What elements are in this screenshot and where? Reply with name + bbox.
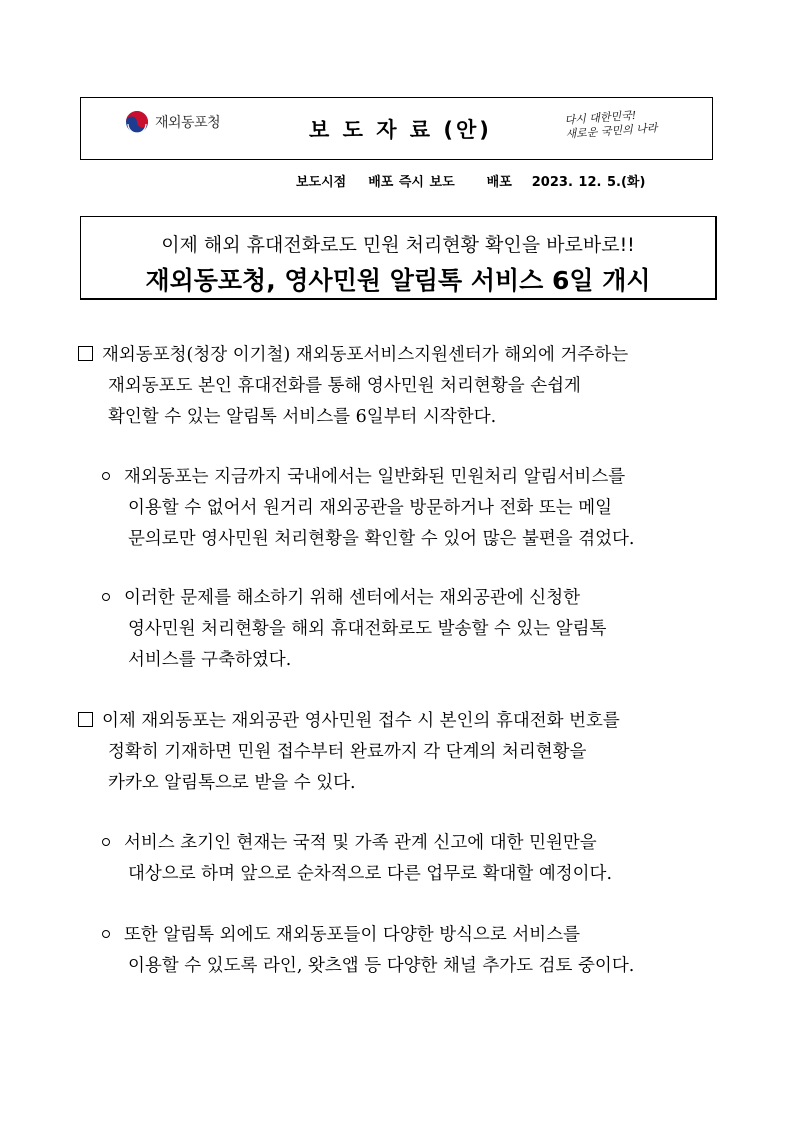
- handwritten-slogan: [564, 106, 676, 142]
- paragraph-line: 정확히 기재하면 민원 접수부터 완료까지 각 단계의 처리현황을: [108, 742, 587, 762]
- release-date-value: 2023. 12. 5.(화): [531, 175, 646, 190]
- headline-title: 재외동포청, 영사민원 알림톡 서비스 6일 개시: [145, 266, 651, 295]
- headline-box: [80, 216, 717, 300]
- release-time-value: 배포 즉시 보도: [368, 175, 455, 190]
- paragraph-2: [78, 706, 718, 799]
- slogan-line-2: 새로운 국민의 나라: [565, 121, 658, 141]
- paragraph-line: 재외동포도 본인 휴대전화를 통해 영사민원 처리현황을 손쉽게: [108, 376, 581, 396]
- paragraph-line: 또한 알림톡 외에도 재외동포들이 다양한 방식으로 서비스를: [102, 920, 718, 951]
- agency-name: 재외동포청: [155, 115, 221, 131]
- paragraph-line: 이용할 수 없어서 원거리 재외공관을 방문하거나 전화 또는 메일: [128, 498, 613, 518]
- release-info: [296, 171, 645, 190]
- paragraph-line: 서비스 초기인 현재는 국적 및 가족 관계 신고에 대한 민원만을: [102, 828, 718, 859]
- paragraph-line: 이용할 수 있도록 라인, 왓츠앱 등 다양한 채널 추가도 검토 중이다.: [128, 956, 635, 976]
- circle-bullet-icon: [102, 472, 110, 480]
- paragraph-line: 문의로만 영사민원 처리현황을 확인할 수 있어 많은 불편을 겪었다.: [128, 529, 635, 549]
- paragraph-line: 서비스를 구축하였다.: [128, 650, 292, 670]
- square-bullet-icon: [78, 712, 93, 727]
- agency-logo: [125, 110, 220, 134]
- paragraph-line: 재외동포는 지금까지 국내에서는 일반화된 민원처리 알림서비스를: [102, 462, 718, 493]
- paragraph-line: 영사민원 처리현황을 해외 휴대전화로도 발송할 수 있는 알림톡: [128, 619, 607, 639]
- paragraph-line: 이제 재외동포는 재외공관 영사민원 접수 시 본인의 휴대전화 번호를: [78, 706, 718, 737]
- press-release-header: [80, 97, 713, 160]
- circle-bullet-icon: [102, 838, 110, 846]
- paragraph-line: 이러한 문제를 해소하기 위해 센터에서는 재외공관에 신청한: [102, 583, 718, 614]
- paragraph-line: 카카오 알림톡으로 받을 수 있다.: [108, 773, 356, 793]
- paragraph-1-bullet-2: [102, 583, 718, 676]
- paragraph-2-bullet-1: [102, 828, 718, 890]
- paragraph-line: 대상으로 하며 앞으로 순차적으로 다른 업무로 확대할 예정이다.: [128, 864, 613, 884]
- paragraph-line: 확인할 수 있는 알림톡 서비스를 6일부터 시작한다.: [108, 407, 497, 427]
- circle-bullet-icon: [102, 930, 110, 938]
- headline-subtitle: 이제 해외 휴대전화로도 민원 처리현황 확인을 바로바로!!: [161, 234, 635, 256]
- release-time-label: 보도시점: [296, 175, 347, 190]
- paragraph-1: [78, 340, 718, 433]
- paragraph-1-bullet-1: [102, 462, 718, 555]
- square-bullet-icon: [78, 346, 93, 361]
- paragraph-2-bullet-2: [102, 920, 718, 982]
- document-type-title: 보 도 자 료 (안): [309, 118, 492, 142]
- slogan-line-1: 다시 대한민국!: [564, 108, 637, 127]
- taegeuk-emblem-icon: [125, 110, 149, 134]
- circle-bullet-icon: [102, 593, 110, 601]
- release-date-label: 배포: [486, 175, 512, 190]
- paragraph-line: 재외동포청(청장 이기철) 재외동포서비스지원센터가 해외에 거주하는: [78, 340, 718, 371]
